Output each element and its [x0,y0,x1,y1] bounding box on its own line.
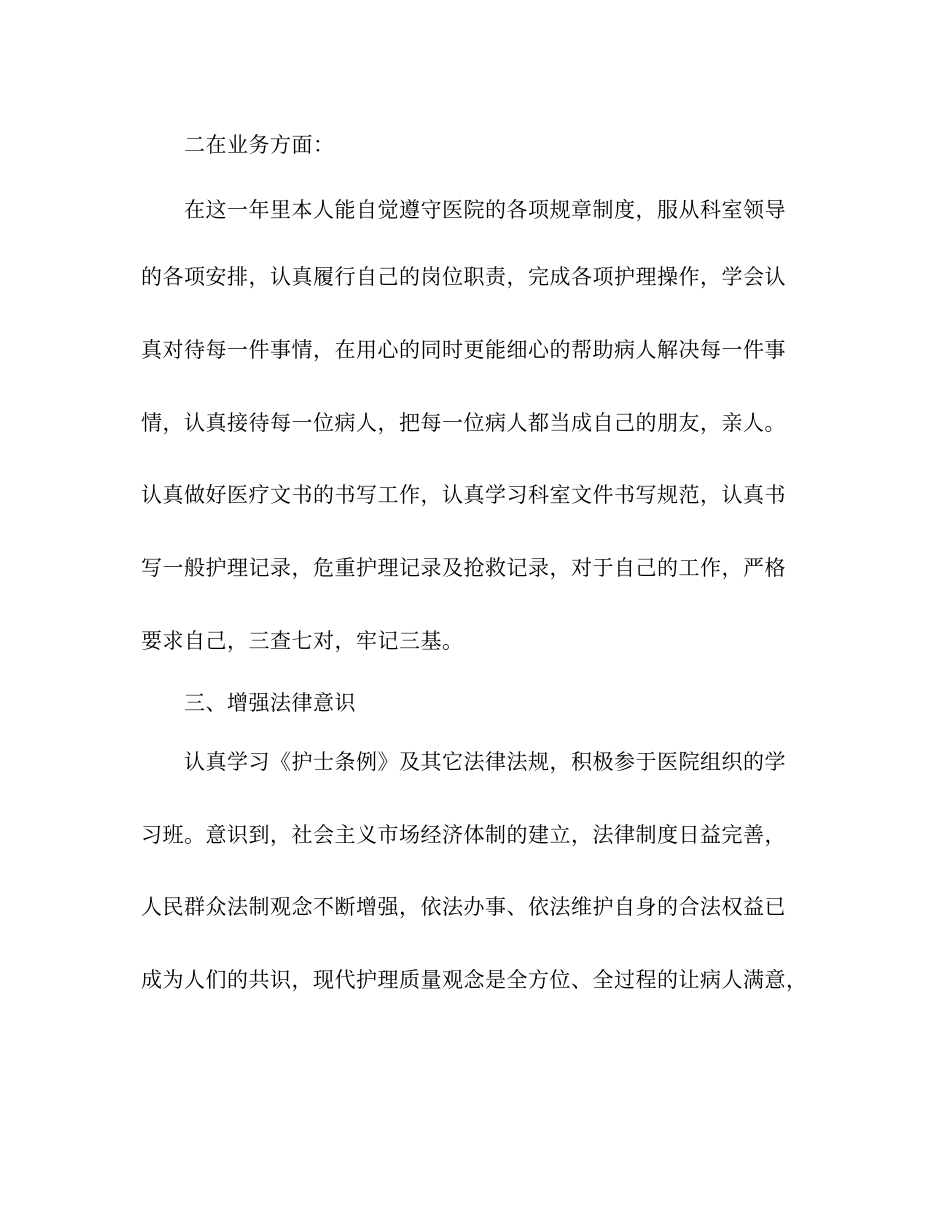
paragraph-line: 要求自己，三查七对，牢记三基。 [141,629,464,653]
section-heading-law: 三、增强法律意识 [184,691,356,715]
paragraph-line: 认真学习《护士条例》及其它法律法规，积极参于医院组织的学 [184,750,786,774]
paragraph-line: 认真做好医疗文书的书写工作，认真学习科室文件书写规范，认真书 [141,483,786,507]
paragraph-line: 在这一年里本人能自觉遵守医院的各项规章制度，服从科室领导 [184,198,786,222]
paragraph-line: 习班。意识到，社会主义市场经济体制的建立，法律制度日益完善， [141,823,786,847]
paragraph-line: 人民群众法制观念不断增强，依法办事、依法维护自身的合法权益已 [141,895,786,919]
paragraph-line: 写一般护理记录，危重护理记录及抢救记录，对于自己的工作，严格 [141,556,786,580]
paragraph-line: 情，认真接待每一位病人，把每一位病人都当成自己的朋友，亲人。 [141,411,786,435]
paragraph-line: 成为人们的共识，现代护理质量观念是全方位、全过程的让病人满意， [141,968,808,992]
paragraph-line: 的各项安排，认真履行自己的岗位职责，完成各项护理操作，学会认 [141,265,786,289]
section-heading-business: 二在业务方面： [184,133,335,157]
paragraph-line: 真对待每一件事情，在用心的同时更能细心的帮助病人解决每一件事 [141,338,786,362]
